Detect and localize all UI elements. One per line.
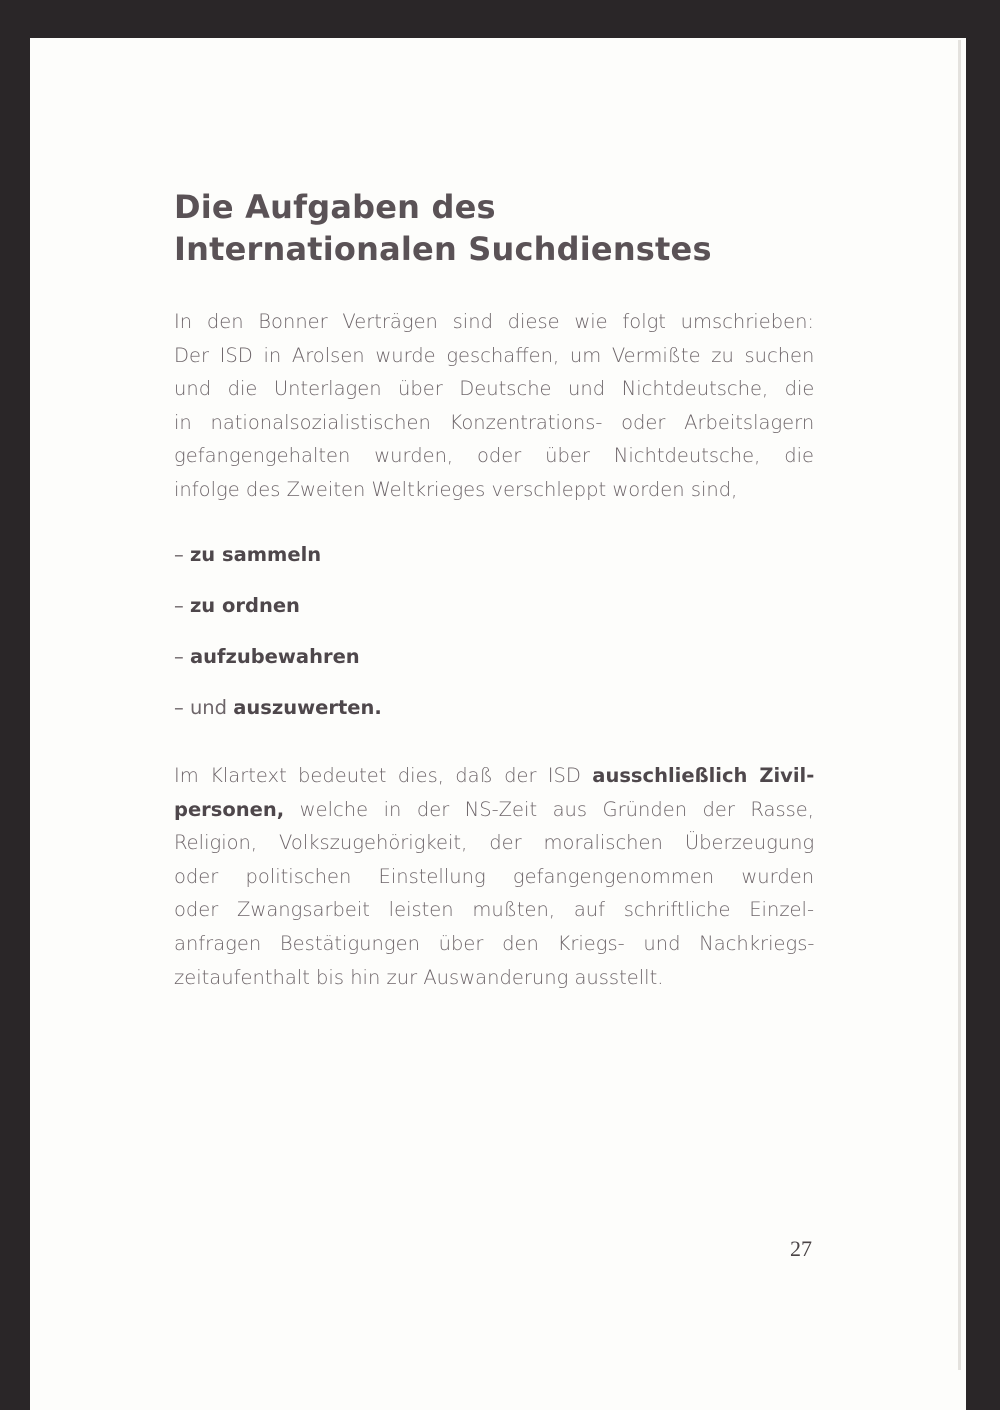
text-line: Religion, Volkszugehörigkeit, der moralischen Überzeugung	[174, 831, 815, 855]
list-dash: –	[174, 543, 190, 566]
text-line: infolge des Zweiten Weltkrieges verschleppt worden sind,	[174, 477, 738, 501]
task-list	[174, 538, 382, 742]
list-text: zu ordnen	[189, 594, 300, 617]
page-edge	[958, 40, 961, 1370]
list-dash: –	[174, 645, 190, 668]
list-item	[174, 640, 382, 691]
text-line: oder Zwangsarbeit leisten mußten, auf schriftliche Einzel-	[174, 898, 814, 922]
list-dash: – und	[174, 696, 234, 719]
text-line: und die Unterlagen über Deutsche und Nichtdeutsche, die	[174, 377, 815, 401]
list-dash: –	[174, 594, 190, 617]
list-item	[174, 691, 382, 742]
explanation-paragraph	[174, 759, 814, 994]
text-line: anfragen Bestätigungen über den Kriegs- und Nachkriegs-	[174, 931, 815, 955]
page-title	[174, 186, 712, 270]
bold-span: ausschließlich Zivil-	[592, 764, 815, 787]
text-line: oder politischen Einstellung gefangengenommen wurden	[174, 864, 815, 888]
text-line	[174, 793, 814, 827]
text-span: welche in der NS-Zeit aus Gründen der Rasse,	[284, 797, 814, 821]
text-line: Der ISD in Arolsen wurde geschaffen, um Vermißte zu suchen	[174, 343, 815, 367]
list-text: aufzubewahren	[189, 645, 360, 668]
title-line: Internationalen Suchdienstes	[174, 230, 712, 268]
text-line: in nationalsozialistischen Konzentrations- oder Arbeitslagern	[174, 410, 815, 434]
list-text: zu sammeln	[189, 543, 322, 566]
list-text: auszuwerten.	[233, 696, 382, 719]
title-line: Die Aufgaben des	[174, 188, 496, 226]
text-line: zeitaufenthalt bis hin zur Auswanderung ausstellt.	[174, 965, 664, 989]
text-line: gefangengehalten wurden, oder über Nichtdeutsche, die	[174, 444, 814, 468]
list-item	[174, 589, 382, 640]
text-span: Im Klartext bedeutet dies, daß der ISD	[174, 764, 593, 787]
intro-paragraph	[174, 305, 814, 507]
text-line	[174, 759, 814, 793]
list-item	[174, 538, 382, 589]
bold-span: personen,	[174, 797, 285, 821]
text-line: In den Bonner Verträgen sind diese wie folgt umschrieben:	[174, 310, 814, 333]
page-number: 27	[790, 1236, 812, 1261]
